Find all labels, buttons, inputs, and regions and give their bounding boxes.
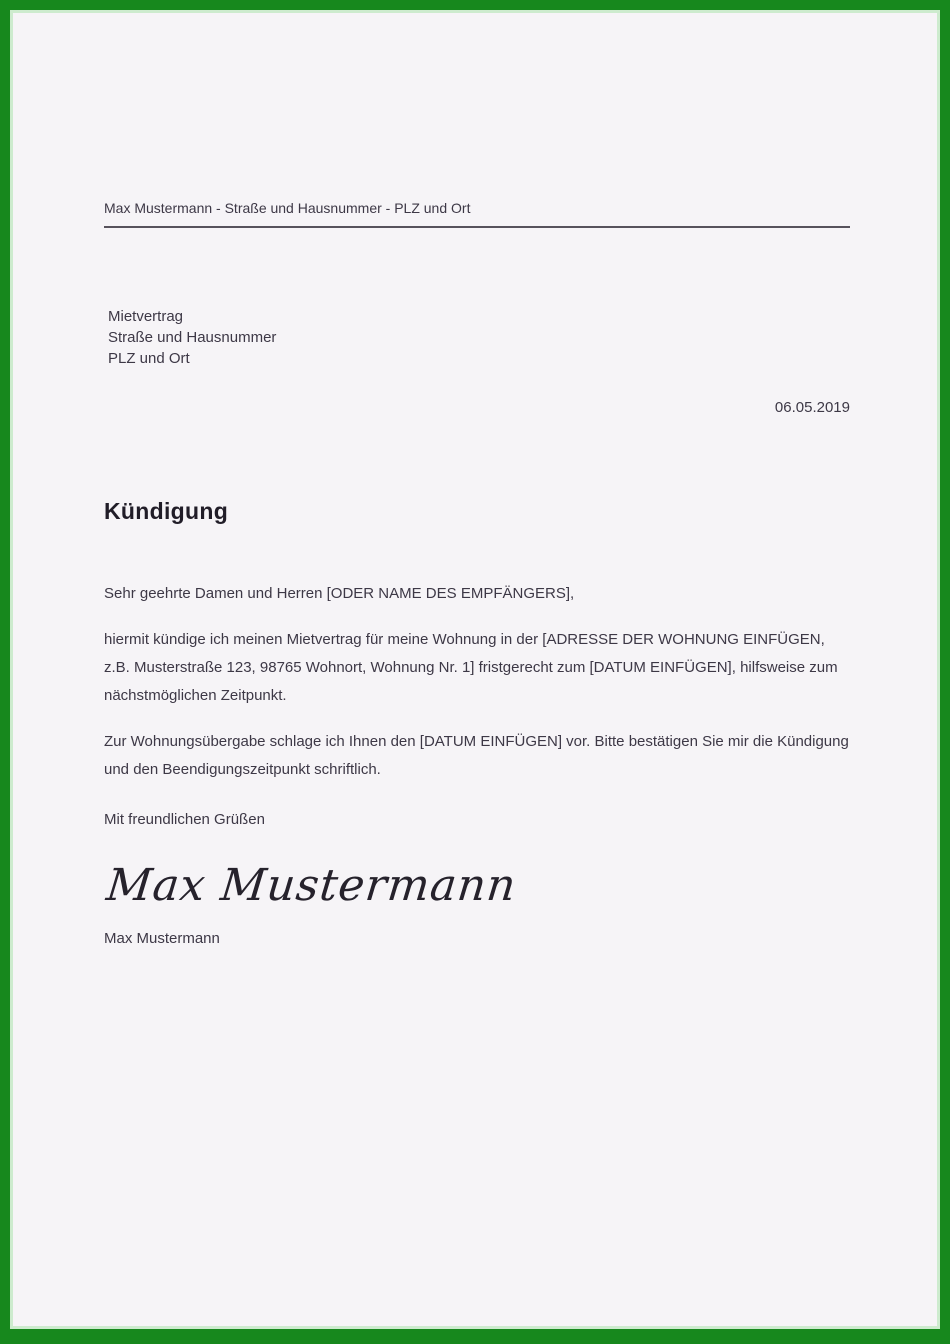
recipient-line-3: PLZ und Ort (108, 350, 190, 367)
recipient-address-block (104, 306, 850, 369)
letter-page (10, 10, 940, 1329)
body-paragraph-1: hiermit kündige ich meinen Mietvertrag für meine Wohnung in der [ADRESSE DER WOHNUNG EINFÜGEN, z.B. Musterstraße 123, 98765 Wohnort, Wohnung Nr. 1] fristgerecht zum [DATUM EINFÜGEN], hilfsweise zum nächstmöglichen Zeitpunkt. (104, 631, 838, 704)
sender-return-address-line: Max Mustermann - Straße und Hausnummer - PLZ und Ort (104, 200, 850, 228)
recipient-line-1: Mietvertrag (108, 308, 184, 325)
closing-line: Mit freundlichen Grüßen (104, 811, 265, 828)
letter-date: 06.05.2019 (774, 399, 850, 416)
handwritten-signature: Max Mustermann (104, 860, 519, 911)
letter-content (104, 13, 850, 949)
salutation-line: Sehr geehrte Damen und Herren [ODER NAME DES EMPFÄNGERS], (104, 585, 575, 602)
letter-subject-heading: Kündigung (104, 498, 229, 524)
body-paragraph-2: Zur Wohnungsübergabe schlage ich Ihnen den [DATUM EINFÜGEN] vor. Bitte bestätigen Sie mir die Kündigung und den Beendigungszeitpunkt schriftlich. (104, 733, 849, 778)
printed-signer-name: Max Mustermann (104, 930, 220, 947)
recipient-line-2: Straße und Hausnummer (108, 329, 277, 346)
